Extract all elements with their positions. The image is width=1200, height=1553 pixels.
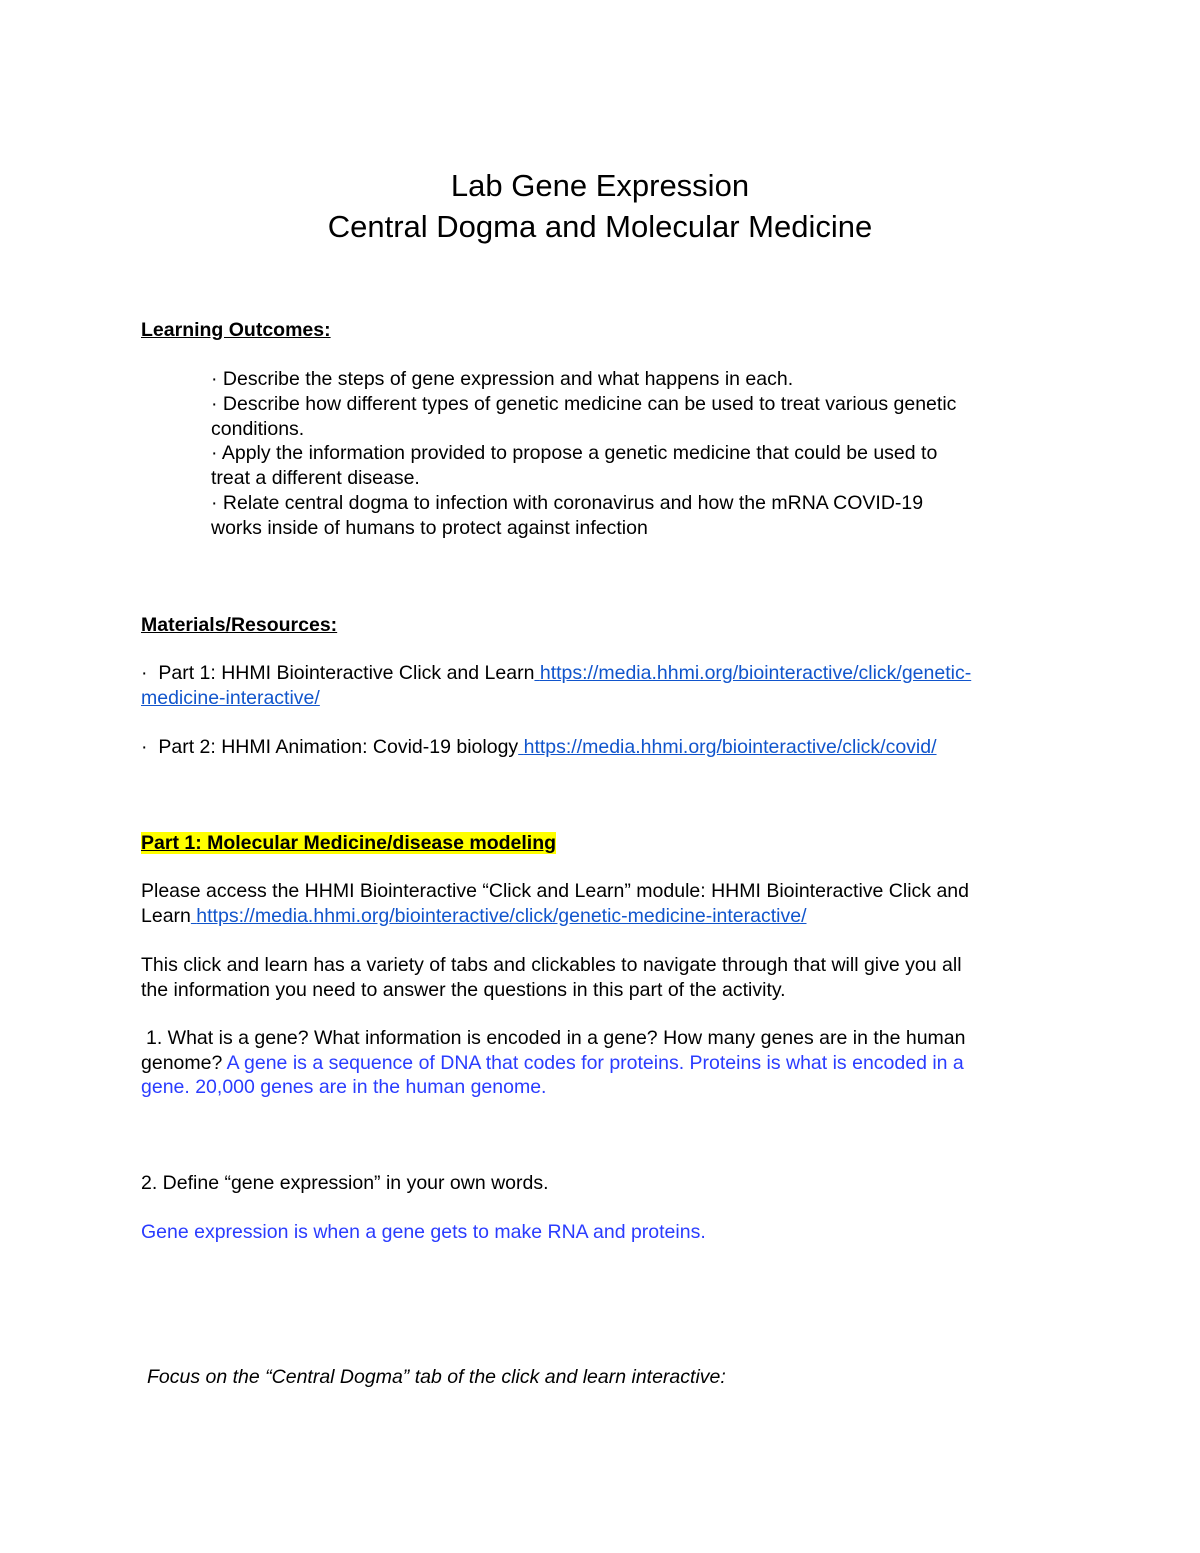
bullet: · [211, 492, 218, 514]
material-part1: · Part 1: HHMI Biointeractive Click and Learn https://media.hhmi.org/biointeractive/click/genetic- [141, 662, 972, 684]
part1-heading: Part 1: Molecular Medicine/disease modeling [141, 832, 557, 854]
part1-intro-cont: Learn https://media.hhmi.org/biointeractive/click/genetic-medicine-interactive/ [141, 905, 807, 927]
outcome-item-4: · Relate central dogma to infection with coronavirus and how the mRNA COVID-19 [211, 492, 924, 514]
part1-intro-link[interactable]: https://media.hhmi.org/biointeractive/click/genetic-medicine-interactive/ [196, 905, 807, 927]
part1-paragraph: This click and learn has a variety of tabs and clickables to navigate through that will give you all [141, 954, 962, 976]
part1-intro: Please access the HHMI Biointeractive “Click and Learn” module: HHMI Biointeractive Click and [141, 880, 969, 902]
answer-1-cont: gene. 20,000 genes are in the human genome. [141, 1076, 547, 1098]
focus-instruction: Focus on the “Central Dogma” tab of the click and learn interactive: [147, 1366, 726, 1388]
outcome-item-2-cont: conditions. [211, 418, 305, 440]
bullet: · [211, 368, 218, 390]
materials-heading: Materials/Resources: [141, 614, 338, 636]
bullet: · [141, 736, 148, 758]
material-part2-link[interactable]: https://media.hhmi.org/biointeractive/click/covid/ [523, 736, 937, 758]
document-title-line2: Central Dogma and Molecular Medicine [327, 209, 873, 244]
learning-outcomes-heading: Learning Outcomes: [141, 319, 331, 341]
outcome-item-3-cont: treat a different disease. [211, 467, 420, 489]
bullet: · [211, 393, 218, 415]
part1-paragraph-cont: the information you need to answer the questions in this part of the activity. [141, 979, 786, 1001]
question-1-cont: genome? A gene is a sequence of DNA that codes for proteins. Proteins is what is encoded in a [141, 1052, 964, 1074]
outcome-item-1: · Describe the steps of gene expression and what happens in each. [211, 368, 794, 390]
document-title-line1: Lab Gene Expression [450, 168, 750, 203]
outcome-item-2: · Describe how different types of genetic medicine can be used to treat various genetic [211, 393, 957, 415]
material-part2: · Part 2: HHMI Animation: Covid-19 biology https://media.hhmi.org/biointeractive/click/covid/ [141, 736, 937, 758]
outcome-item-4-cont: works inside of humans to protect against infection [211, 517, 648, 539]
answer-2: Gene expression is when a gene gets to make RNA and proteins. [141, 1221, 706, 1243]
material-part1-link-cont[interactable]: medicine-interactive/ [141, 687, 320, 709]
question-1: 1. What is a gene? What information is encoded in a gene? How many genes are in the human [146, 1027, 966, 1049]
material-part1-link[interactable]: https://media.hhmi.org/biointeractive/click/genetic- [539, 662, 972, 684]
bullet: · [211, 442, 218, 464]
question-2: 2. Define “gene expression” in your own words. [141, 1172, 549, 1194]
outcome-item-3: · Apply the information provided to propose a genetic medicine that could be used to [211, 442, 938, 464]
bullet: · [141, 662, 148, 684]
answer-1: A gene is a sequence of DNA that codes for proteins. Proteins is what is encoded in a [226, 1052, 964, 1074]
